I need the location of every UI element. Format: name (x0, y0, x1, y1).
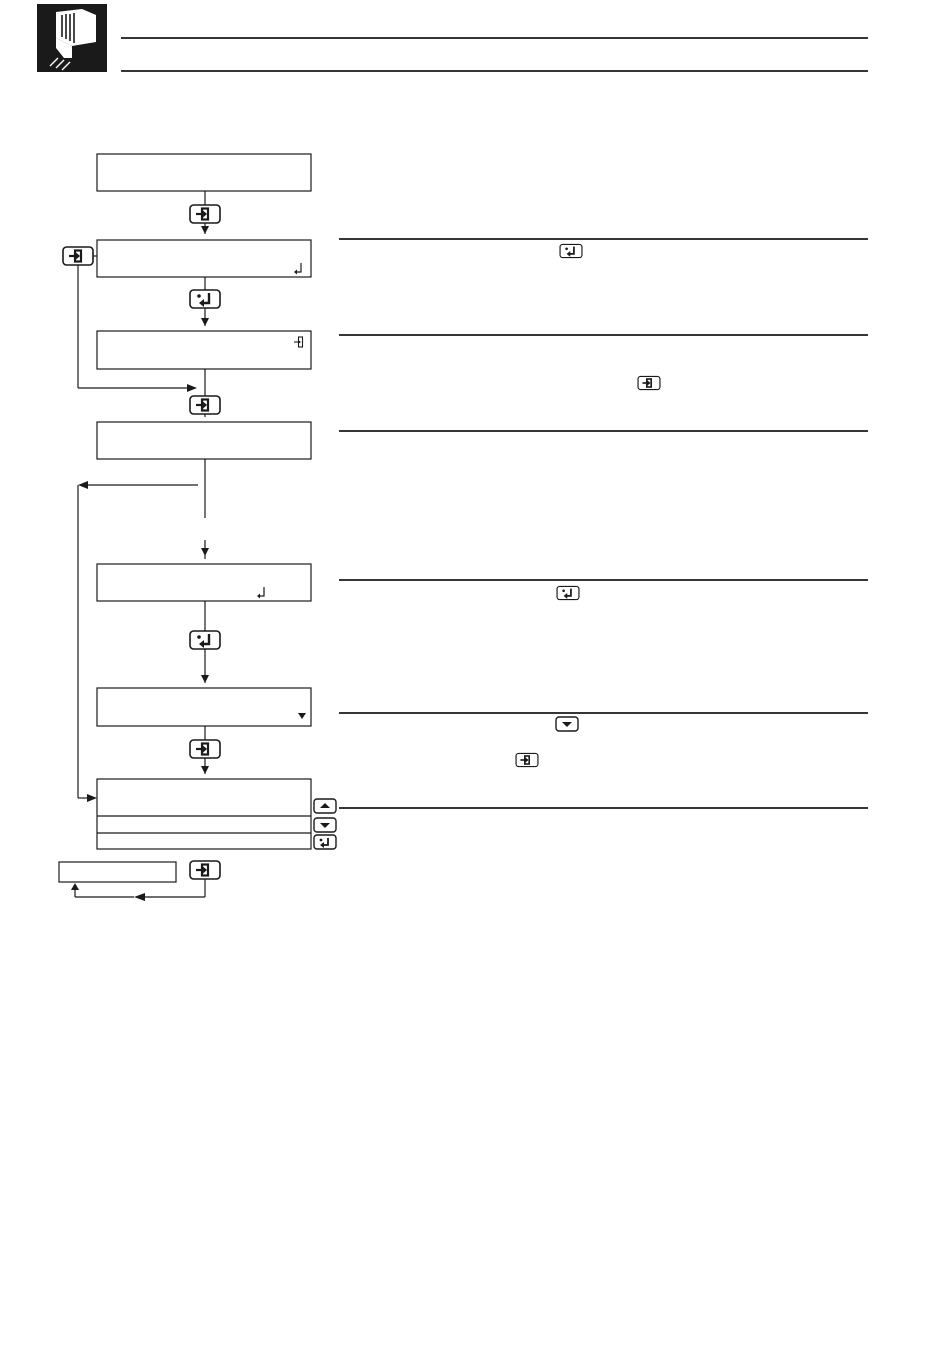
enter-key-icon (190, 396, 220, 414)
output-box (59, 862, 176, 882)
display-box (97, 331, 311, 369)
enter-key-icon (190, 861, 220, 879)
inline-return-key-icon (560, 244, 582, 257)
arrow-up-key-icon (314, 799, 336, 813)
menu-list-box (97, 779, 311, 849)
display-box (97, 564, 311, 601)
display-box (97, 688, 311, 726)
return-key-icon (314, 835, 336, 849)
printer-logo-icon (37, 4, 107, 72)
enter-key-icon (63, 247, 93, 265)
enter-key-icon (190, 740, 220, 758)
return-key-icon (190, 290, 220, 308)
inline-down-key-icon (556, 717, 578, 731)
inline-enter-key-icon (516, 753, 538, 766)
enter-key-icon (190, 205, 220, 223)
section-separators (339, 239, 868, 808)
arrow-down-key-icon (314, 818, 336, 832)
display-box (97, 154, 311, 191)
inline-return-key-icon (557, 586, 579, 599)
return-key-icon (190, 631, 220, 649)
inline-enter-key-icon (638, 376, 660, 389)
display-box (97, 240, 311, 277)
display-box (97, 422, 311, 459)
